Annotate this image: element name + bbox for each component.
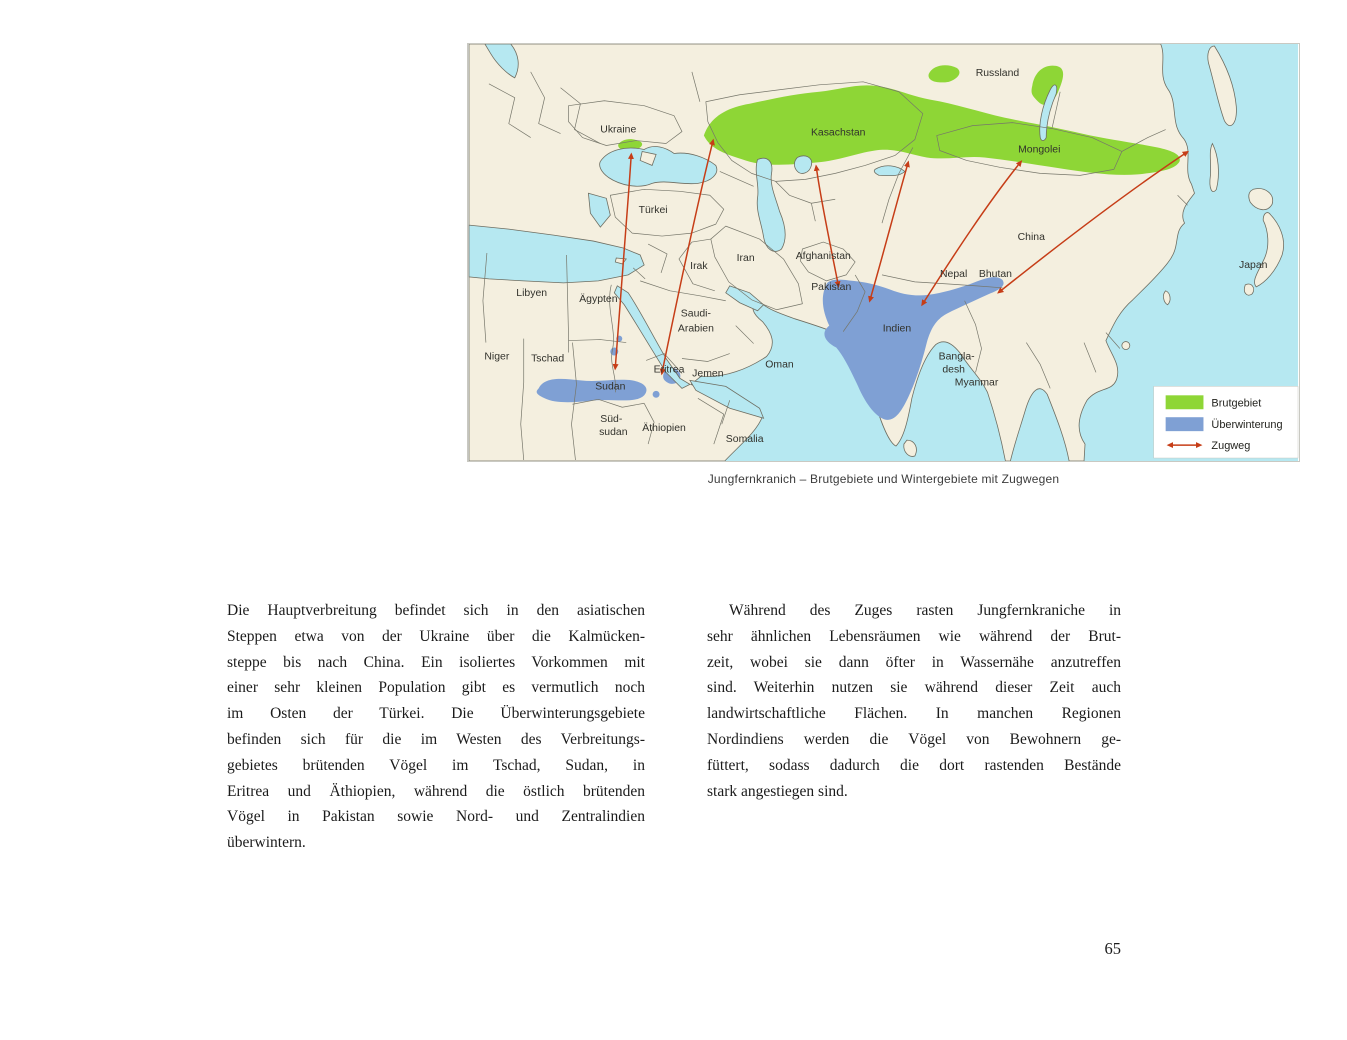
- country-label: Russland: [975, 67, 1020, 79]
- aral-sea: [794, 156, 811, 173]
- legend-wintering-label: Überwinterung: [1211, 419, 1283, 432]
- country-label: desh: [942, 364, 965, 376]
- country-label: Libyen: [516, 287, 548, 299]
- country-label: Afghanistan: [795, 250, 851, 262]
- page-number: 65: [1104, 939, 1121, 958]
- wintering-sudan-band: [537, 379, 647, 402]
- country-label: Oman: [765, 359, 794, 371]
- country-label: Türkei: [638, 205, 668, 217]
- country-label: Ägypten: [579, 293, 618, 305]
- legend-route-label: Zugweg: [1211, 440, 1251, 453]
- text-line: Während des Zuges rasten Jungfernkraniche in: [729, 602, 1121, 619]
- text-line: Eritrea und Äthiopien, während die östlich brütenden: [227, 782, 645, 800]
- hainan-island: [1122, 342, 1130, 350]
- text-line: befinden sich für die im Westen des Verbreitungs-: [227, 730, 645, 748]
- text-line: sind. Weiterhin nutzen sie während dieser Zeit auch: [707, 679, 1121, 697]
- country-label: Tschad: [531, 353, 565, 365]
- country-label: Saudi-: [680, 308, 711, 320]
- map-caption: Jungfernkranich – Brutgebiete und Wintergebiete mit Zugwegen: [707, 472, 1060, 486]
- text-line: Die Hauptverbreitung befindet sich in den asiatischen: [227, 602, 645, 619]
- country-label: Niger: [484, 351, 510, 363]
- country-label: Arabien: [677, 323, 714, 335]
- body-text-left-column: [227, 598, 645, 856]
- country-label: Irak: [690, 260, 708, 272]
- country-label: Bangla-: [938, 351, 975, 363]
- text-line: stark angestiegen sind.: [707, 782, 848, 800]
- country-label: Myanmar: [954, 377, 999, 389]
- text-line: im Osten der Türkei. Die Überwinterungsgebiete: [227, 705, 645, 723]
- legend-breeding-label: Brutgebiet: [1211, 397, 1262, 410]
- country-label: Kasachstan: [810, 127, 866, 139]
- country-label: Japan: [1239, 259, 1268, 271]
- country-label: Ukraine: [600, 124, 637, 136]
- text-line: sehr ähnlichen Lebensräumen wie während der Brut-: [707, 627, 1121, 645]
- text-line: Nordindiens werden die Vögel von Bewohnern ge-: [707, 730, 1121, 748]
- distribution-map: [467, 43, 1300, 462]
- country-label: Indien: [882, 323, 912, 335]
- legend-wintering-swatch: [1166, 417, 1204, 431]
- kyushu-island: [1244, 284, 1253, 295]
- country-label: Mongolei: [1018, 144, 1061, 156]
- country-label: Süd-: [600, 414, 623, 426]
- text-line: füttert, sodass dadurch die dort rastenden Bestände: [707, 756, 1121, 774]
- text-line: Vögel in Pakistan sowie Nord- und Zentralindien: [227, 808, 645, 826]
- country-label: Pakistan: [811, 281, 852, 293]
- text-line: überwintern.: [227, 834, 306, 852]
- body-text: [227, 598, 1121, 856]
- text-line: steppe bis nach China. Ein isoliertes Vorkommen mit: [227, 653, 645, 671]
- country-label: China: [1017, 232, 1045, 244]
- map-legend: [1154, 386, 1298, 458]
- text-line: zeit, wobei sie dann öfter in Wassernähe anzutreffen: [707, 653, 1121, 671]
- country-label: Jemen: [692, 368, 724, 380]
- country-label: Bhutan: [978, 268, 1013, 280]
- country-label: sudan: [599, 427, 628, 439]
- wintering-ethiopia-spot: [653, 391, 660, 398]
- country-label: Eritrea: [653, 364, 685, 376]
- text-line: einer sehr kleinen Population gibt es vermutlich noch: [227, 679, 645, 697]
- text-line: Steppen etwa von der Ukraine über die Kalmücken-: [227, 627, 645, 645]
- country-label: Nepal: [940, 268, 968, 280]
- body-text-right-column: [707, 598, 1121, 856]
- text-line: landwirtschaftliche Flächen. In manchen Regionen: [707, 705, 1121, 723]
- legend-breeding-swatch: [1166, 395, 1204, 409]
- distribution-map-figure: [467, 43, 1300, 486]
- country-label: Äthiopien: [642, 423, 686, 435]
- country-label: Iran: [736, 252, 755, 264]
- text-line: gebietes brütenden Vögel im Tschad, Sudan, in: [227, 756, 645, 774]
- country-label: Somalia: [725, 434, 764, 446]
- country-label: Sudan: [595, 381, 626, 393]
